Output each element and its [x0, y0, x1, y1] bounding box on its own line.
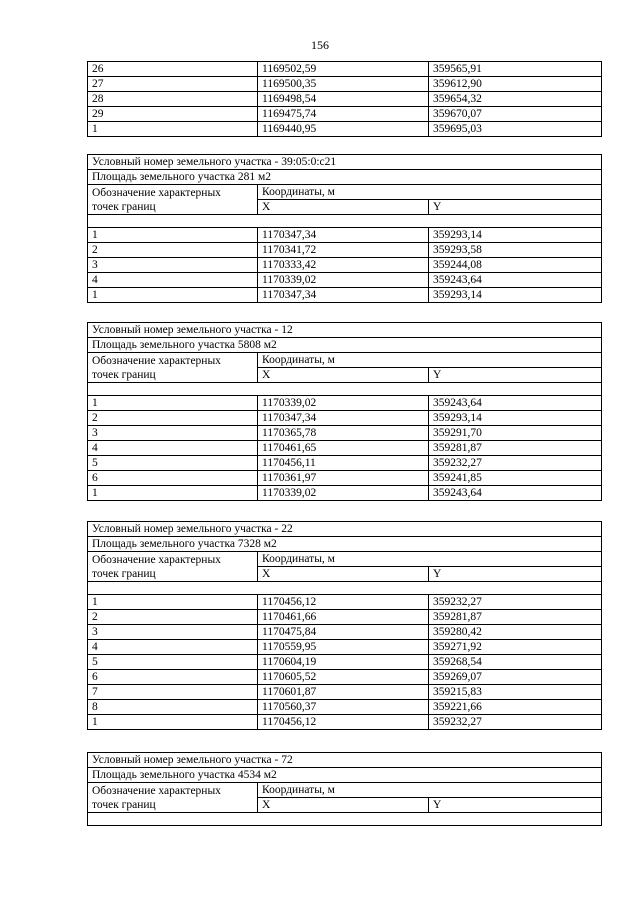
x-coordinate: 1170461,65: [258, 441, 429, 456]
parcel-table-c21: [87, 154, 602, 303]
x-coordinate: 1170605,52: [258, 670, 429, 685]
y-coordinate: 359612,90: [429, 77, 602, 92]
x-coordinate: 1170347,34: [258, 411, 429, 426]
x-coordinate: 1170601,87: [258, 685, 429, 700]
table-row: [88, 486, 602, 501]
table-row: [88, 670, 602, 685]
table-row: [88, 595, 602, 610]
table-row: [88, 288, 602, 303]
parcel-title: Условный номер земельного участка - 72: [88, 753, 602, 768]
table-row: [88, 700, 602, 715]
point-number: 1: [88, 228, 258, 243]
parcel-title: Условный номер земельного участка - 12: [88, 323, 602, 338]
designation-header-line1: Обозначение характерных: [88, 783, 258, 798]
parcel-area: Площадь земельного участка 281 м2: [88, 170, 602, 185]
point-number: 1: [88, 715, 258, 730]
designation-header-line2: точек границ: [88, 567, 258, 582]
y-coordinate: 359221,66: [429, 700, 602, 715]
table-row: [88, 122, 602, 137]
point-number: 1: [88, 396, 258, 411]
y-coordinate: 359695,03: [429, 122, 602, 137]
x-coordinate: 1170604,19: [258, 655, 429, 670]
parcel-area: Площадь земельного участка 5808 м2: [88, 338, 602, 353]
designation-header-line1: Обозначение характерных: [88, 353, 258, 368]
spacer-row: [88, 813, 602, 826]
point-number: 2: [88, 610, 258, 625]
x-coordinate: 1170339,02: [258, 396, 429, 411]
y-coordinate: 359241,85: [429, 471, 602, 486]
point-number: 4: [88, 640, 258, 655]
x-coordinate: 1169475,74: [258, 107, 429, 122]
designation-header-line2: точек границ: [88, 200, 258, 215]
table-row: [88, 625, 602, 640]
x-coordinate: 1170560,37: [258, 700, 429, 715]
x-header: X: [258, 200, 429, 215]
x-coordinate: 1170333,42: [258, 258, 429, 273]
x-coordinate: 1170475,84: [258, 625, 429, 640]
table-row: [88, 107, 602, 122]
point-number: 4: [88, 441, 258, 456]
y-coordinate: 359271,92: [429, 640, 602, 655]
y-coordinate: 359243,64: [429, 486, 602, 501]
parcel-title: Условный номер земельного участка - 22: [88, 522, 602, 537]
table-row: [88, 411, 602, 426]
x-coordinate: 1169440,95: [258, 122, 429, 137]
point-number: 6: [88, 471, 258, 486]
designation-header-line2: точек границ: [88, 368, 258, 383]
table-row: [88, 62, 602, 77]
y-header: Y: [429, 798, 602, 813]
x-coordinate: 1170559,95: [258, 640, 429, 655]
y-header: Y: [429, 200, 602, 215]
table-row: [88, 685, 602, 700]
y-coordinate: 359244,08: [429, 258, 602, 273]
y-coordinate: 359243,64: [429, 273, 602, 288]
y-header: Y: [429, 368, 602, 383]
parcel-table-72: [87, 752, 602, 826]
table-row: [88, 243, 602, 258]
x-coordinate: 1170456,12: [258, 595, 429, 610]
table-row: [88, 610, 602, 625]
x-coordinate: 1169502,59: [258, 62, 429, 77]
table-row: [88, 77, 602, 92]
table-row: [88, 228, 602, 243]
x-coordinate: 1170456,11: [258, 456, 429, 471]
y-coordinate: 359232,27: [429, 715, 602, 730]
parcel-title: Условный номер земельного участка - 39:05:0:c21: [88, 155, 602, 170]
point-number: 5: [88, 655, 258, 670]
page-number: 156: [311, 38, 329, 52]
point-number: 4: [88, 273, 258, 288]
coordinates-header: Координаты, м: [258, 552, 602, 567]
y-coordinate: 359293,58: [429, 243, 602, 258]
point-number: 8: [88, 700, 258, 715]
table-row: [88, 258, 602, 273]
table-row: [88, 640, 602, 655]
y-coordinate: 359269,07: [429, 670, 602, 685]
table-row: [88, 471, 602, 486]
table-row: [88, 715, 602, 730]
coordinates-header: Координаты, м: [258, 185, 602, 200]
x-coordinate: 1170361,97: [258, 471, 429, 486]
point-number: 3: [88, 258, 258, 273]
point-number: 26: [88, 62, 258, 77]
x-coordinate: 1170347,34: [258, 228, 429, 243]
x-header: X: [258, 368, 429, 383]
point-number: 29: [88, 107, 258, 122]
y-coordinate: 359565,91: [429, 62, 602, 77]
x-header: X: [258, 567, 429, 582]
y-coordinate: 359670,07: [429, 107, 602, 122]
coordinates-header: Координаты, м: [258, 783, 602, 798]
y-coordinate: 359293,14: [429, 411, 602, 426]
table-row: [88, 92, 602, 107]
y-header: Y: [429, 567, 602, 582]
x-coordinate: 1170341,72: [258, 243, 429, 258]
x-coordinate: 1170456,12: [258, 715, 429, 730]
y-coordinate: 359281,87: [429, 441, 602, 456]
x-header: X: [258, 798, 429, 813]
y-coordinate: 359280,42: [429, 625, 602, 640]
point-number: 2: [88, 411, 258, 426]
y-coordinate: 359293,14: [429, 288, 602, 303]
table-row: [88, 273, 602, 288]
x-coordinate: 1170347,34: [258, 288, 429, 303]
y-coordinate: 359243,64: [429, 396, 602, 411]
x-coordinate: 1170339,02: [258, 273, 429, 288]
point-number: 5: [88, 456, 258, 471]
point-number: 27: [88, 77, 258, 92]
coordinates-header: Координаты, м: [258, 353, 602, 368]
point-number: 6: [88, 670, 258, 685]
y-coordinate: 359293,14: [429, 228, 602, 243]
table-row: [88, 396, 602, 411]
point-number: 1: [88, 486, 258, 501]
spacer-row: [88, 383, 602, 396]
table-row: [88, 441, 602, 456]
y-coordinate: 359232,27: [429, 456, 602, 471]
x-coordinate: 1170461,66: [258, 610, 429, 625]
parcel-area: Площадь земельного участка 7328 м2: [88, 537, 602, 552]
point-number: 7: [88, 685, 258, 700]
coordinates-table-continued: [87, 61, 602, 137]
table-row: [88, 426, 602, 441]
point-number: 1: [88, 288, 258, 303]
point-number: 3: [88, 426, 258, 441]
table-row: [88, 456, 602, 471]
parcel-area: Площадь земельного участка 4534 м2: [88, 768, 602, 783]
y-coordinate: 359215,83: [429, 685, 602, 700]
y-coordinate: 359232,27: [429, 595, 602, 610]
y-coordinate: 359654,32: [429, 92, 602, 107]
point-number: 3: [88, 625, 258, 640]
designation-header-line1: Обозначение характерных: [88, 552, 258, 567]
spacer-row: [88, 582, 602, 595]
designation-header-line1: Обозначение характерных: [88, 185, 258, 200]
point-number: 28: [88, 92, 258, 107]
designation-header-line2: точек границ: [88, 798, 258, 813]
y-coordinate: 359291,70: [429, 426, 602, 441]
x-coordinate: 1169498,54: [258, 92, 429, 107]
spacer-row: [88, 215, 602, 228]
parcel-table-12: [87, 322, 602, 501]
y-coordinate: 359281,87: [429, 610, 602, 625]
y-coordinate: 359268,54: [429, 655, 602, 670]
point-number: 1: [88, 122, 258, 137]
point-number: 1: [88, 595, 258, 610]
parcel-table-22: [87, 521, 602, 730]
x-coordinate: 1170339,02: [258, 486, 429, 501]
x-coordinate: 1170365,78: [258, 426, 429, 441]
table-row: [88, 655, 602, 670]
point-number: 2: [88, 243, 258, 258]
x-coordinate: 1169500,35: [258, 77, 429, 92]
